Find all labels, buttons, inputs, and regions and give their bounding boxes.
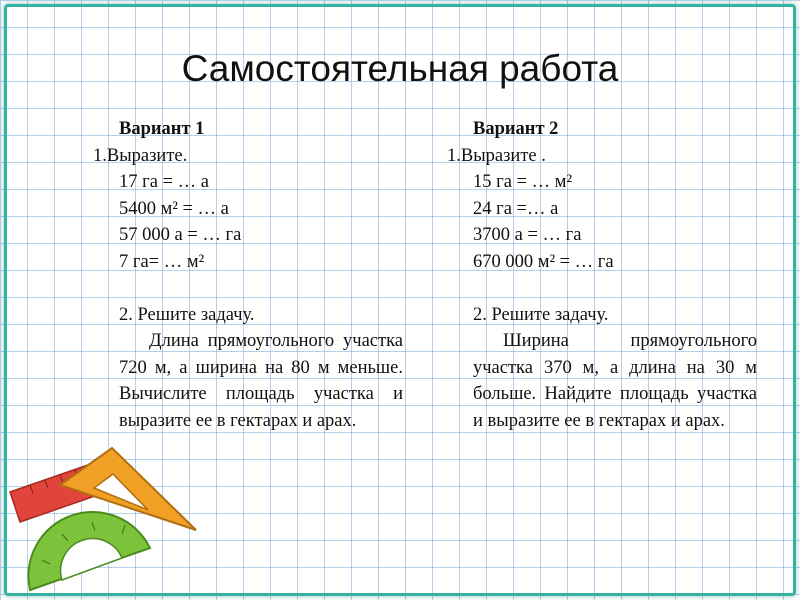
variant-2-task-2: 2. Решите задачу.: [473, 304, 609, 325]
page-title: Самостоятельная работа: [181, 48, 619, 89]
variant-1-task-1: 1.Выразите.: [93, 145, 188, 166]
variant-2-item: 670 000 м² = … га: [473, 251, 614, 272]
variant-2-problem: Ширина прямоугольного участка 370 м, а длина на 30 м больше. Найдите площадь участка и выразите ее в гектарах и арах.: [473, 331, 757, 431]
variant-1-item: 5400 м² = … а: [119, 198, 229, 219]
variant-1-problem: Длина прямоугольного участка 720 м, а ширина на 80 м меньше. Вычислите площадь участка и выразите ее в гектарах и арах.: [119, 331, 403, 431]
variant-2-item: 15 га = … м²: [473, 172, 572, 192]
variant-1-item: 17 га = … а: [119, 172, 209, 192]
variant-2-heading: Вариант 2: [473, 119, 559, 139]
geometry-tools-illustration: [0, 430, 210, 600]
protractor-icon: [28, 512, 150, 590]
variant-2-column: [447, 116, 757, 434]
variant-1-item: 7 га= … м²: [119, 251, 205, 272]
variant-1-item: 57 000 а = … га: [119, 225, 242, 245]
variant-2-task-1: 1.Выразите .: [447, 145, 546, 166]
variant-2-item: 3700 а = … га: [473, 225, 582, 245]
variant-2-item: 24 га =… а: [473, 198, 559, 219]
variant-1-column: [93, 116, 403, 434]
variant-1-task-2: 2. Решите задачу.: [119, 304, 255, 325]
variant-1-heading: Вариант 1: [119, 119, 205, 139]
